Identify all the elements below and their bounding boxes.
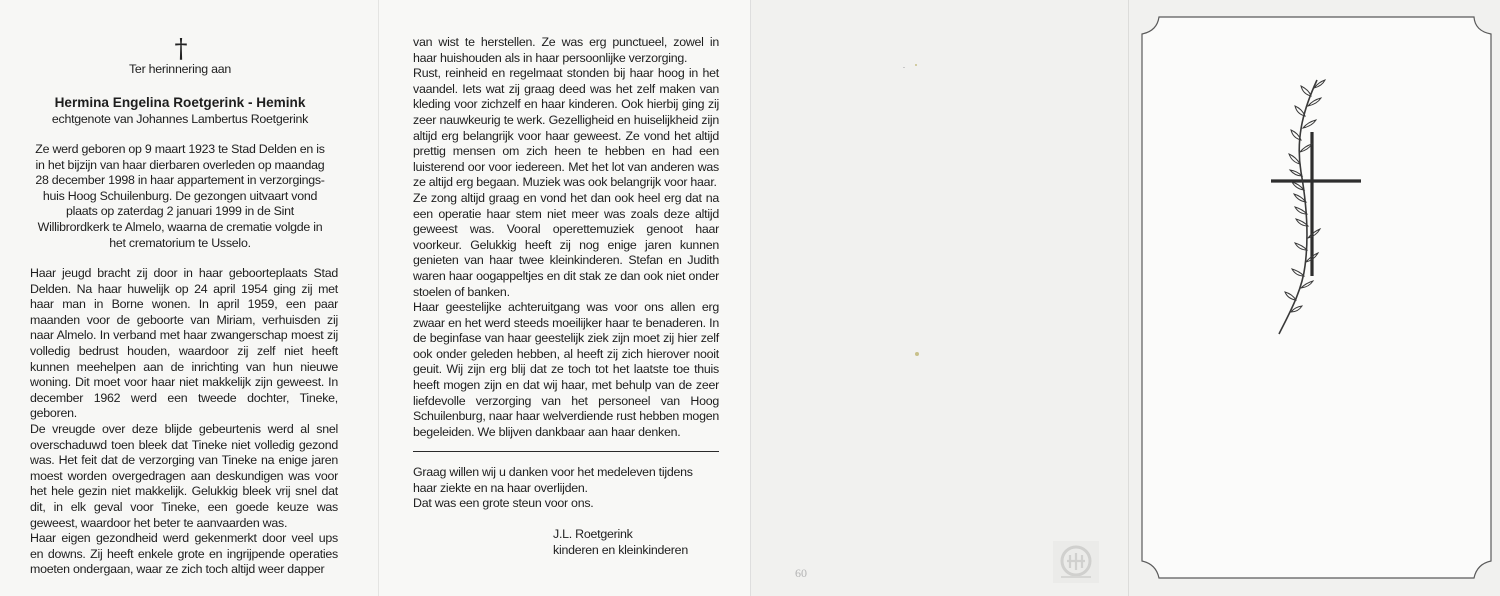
printer-emblem-icon — [1053, 541, 1099, 583]
divider-line — [413, 451, 719, 452]
story-paragraph-1: van wist te herstellen. Ze was erg punctueel, zowel in haar huishouden als in haar persoonlijke verzorging. — [413, 35, 719, 65]
life-story-part-2 — [413, 35, 719, 440]
story-paragraph-2: Rust, reinheid en regelmaat stonden bij haar hoog in het vaandel. Iets wat zij graag deed was het zelf maken van kleding voor zichzelf en haar kinderen. Ook hierbij ging zij zeer nauwkeurig te werk. Gezelligheid en huiselijkheid zijn altijd erg belangrijk voor haar geweest. Ze vond het altijd prettig mensen om zich heen te hebben en had een luisterend oor voor iedereen. Met het lot van anderen was ze altijd erg begaan. Muziek was ook belangrijk voor haar. — [413, 66, 719, 190]
thanks-line-2: Dat was een grote steun voor ons. — [413, 496, 594, 511]
life-story-part-1 — [30, 266, 338, 578]
story-paragraph-3: Ze zong altijd graag en vond het dan ook heel erg dat na een operatie haar stem niet meer was zoals deze altijd geweest was. Vooral operettemuziek genoot haar voorkeur. Gelukkig heeft zij nog enige jaren kunnen genieten van haar twee kleinkinderen. Stefan en Judith waren haar oogappeltjes en dit stak ze dan ook niet onder stoelen of banken. — [413, 190, 719, 299]
paper-speck — [903, 67, 905, 68]
cross-symbol: † — [174, 34, 188, 64]
story-paragraph-2: De vreugde over deze blijde gebeurtenis werd al snel overschaduwd toen bleek dat Tineke niet volledig gezond was. Het feit dat de verzorging van Tineke na enige jaren moest worden overgedragen aan deskundigen was voor het hele gezin niet makkelijk. Gelukkig bleek vrij snel dat dit, in elk geval voor Tineke, een goede keuze was geweest, waardoor het beter te aanvaarden was. — [30, 421, 338, 530]
in-memory-heading: Ter herinnering aan — [128, 62, 231, 76]
signature-block — [553, 527, 723, 558]
middle-page — [378, 0, 750, 596]
deceased-name: Hermina Engelina Roetgerink - Hemink — [54, 95, 306, 110]
thank-you-note — [413, 465, 719, 512]
story-paragraph-3: Haar eigen gezondheid werd gekenmerkt door veel ups en downs. Zij heeft enkele grote en ingrijpende operaties moeten ondergaan, waar ze zich toch altijd weer dapper — [30, 531, 338, 577]
spouse-line: echtgenote van Johannes Lambertus Roetgerink — [51, 112, 309, 126]
story-paragraph-4: Haar geestelijke achteruitgang was voor ons allen erg zwaar en het werd steeds moeilijker haar te benaderen. In de beginfase van haar geestelijk ziek zijn moet zij hier zelf ook onder geleden hebben, al heeft zij zich hierover nooit geuit. Wij zijn erg blij dat ze toch tot het laatste toe thuis heeft mogen zijn en dat wij haar, met behulp van de zeer liefdevolle verzorging van het personeel van Hoog Schuilenburg, naar haar welverdiende rust hebben mogen begeleiden. We blijven dankbaar aan haar denken. — [413, 300, 719, 439]
story-paragraph-1: Haar jeugd bracht zij door in haar geboorteplaats Stad Delden. Na haar huwelijk op 24 april 1954 ging zij met haar man in Borne wonen. In april 1959, een paar maanden voor de geboorte van Miriam, verhuisden zij naar Almelo. In verband met haar zwangerschap moest zij volledig bedrust houden, waardoor zij zelf niet heeft kunnen meehelpen aan de inrichting van hun nieuwe woning. Dit moet voor haar niet makkelijk zijn geweest. In december 1962 werd een tweede dochter, Tineke, geboren. — [30, 266, 338, 421]
cover-page — [1128, 0, 1500, 596]
thanks-line-1: Graag willen wij u danken voor het medeleven tijdens haar ziekte en na haar overlijden. — [413, 465, 693, 495]
paper-speck — [915, 64, 917, 66]
paper-speck — [915, 352, 919, 356]
signature-name: J.L. Roetgerink — [553, 527, 633, 541]
signature-family: kinderen en kleinkinderen — [553, 542, 688, 557]
left-page — [0, 0, 378, 596]
cross-with-olive-branch-icon — [1265, 76, 1365, 338]
biography-summary: Ze werd geboren op 9 maart 1923 te Stad Delden en is in het bijzijn van haar dierbaren overleden op maandag 28 december 1998 in haar appartement in verzorgings-huis Hoog Schuilenburg. De gezongen uitvaart vond plaats op zaterdag 2 januari 1999 in de Sint Willibrordkerk te Almelo, waarna de crematie volgde in het crematorium te Usselo. — [35, 142, 325, 250]
back-page — [750, 0, 1128, 596]
page-number: 60 — [795, 566, 807, 580]
